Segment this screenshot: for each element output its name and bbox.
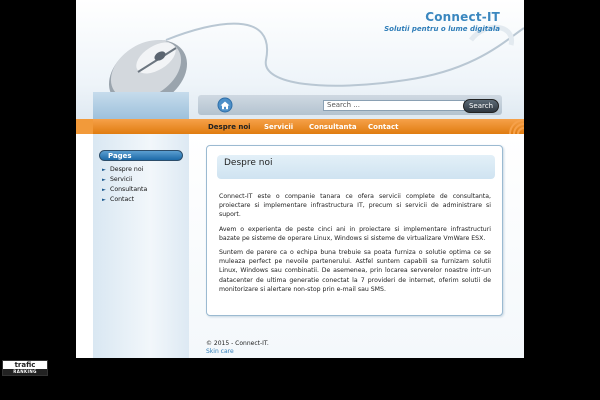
bullet-icon: ►: [102, 177, 106, 183]
search-input[interactable]: Search ...: [323, 100, 465, 111]
badge-sub: RANKING: [3, 369, 47, 375]
brand-title[interactable]: Connect-IT: [425, 10, 500, 24]
paragraph: Suntem de parere ca o echipa buna trebuie sa poata furniza o solutie optima ce se muleaza perfect pe nevoile partenerului. Astfel suntem capabili sa furnizam solutii Linux, Windows sau combinatii. De asemenea, prin locarea serverelor noastre intr-un datacenter de ultima generatie conectat la 7 provideri de internet, oferim solutii de monitorizare si alertare non-stop prin e-mail sau SMS.: [219, 249, 491, 293]
brand: [384, 10, 500, 33]
main-nav: [76, 119, 524, 134]
sidebar-item-label: Despre noi: [110, 166, 144, 173]
bullet-icon: ►: [102, 167, 106, 173]
page-title: Despre noi: [224, 158, 273, 168]
content-body: [219, 192, 491, 299]
bullet-icon: ►: [102, 187, 106, 193]
nav-corner-arc-icon: [508, 118, 524, 134]
paragraph: Connect-IT este o companie tanara ce ofera servicii complete de consultanta, proiectare si implementare infrastructura IT, precum si servicii de administrare si suport.: [219, 193, 491, 219]
skin-link[interactable]: Skin care: [206, 348, 234, 355]
sidebar-links: [102, 165, 147, 205]
sidebar-top-gradient: [93, 92, 189, 120]
sidebar-item-label: Servicii: [110, 176, 133, 183]
paragraph: Avem o experienta de peste cinci ani in proiectare si implementare infrastructuri bazate pe sisteme de operare Linux, Windows si sisteme de virtualizare VmWare ESX.: [219, 225, 491, 242]
footer: [206, 340, 269, 356]
sidebar-item-label: Consultanta: [110, 186, 148, 193]
nav-item-consultanta[interactable]: Consultanta: [309, 123, 357, 131]
footer-copyright: © 2015 - Connect-IT.: [206, 340, 269, 347]
home-icon[interactable]: [217, 97, 233, 113]
site-container: [76, 0, 524, 358]
brand-tagline: Solutii pentru o lume digitala: [384, 25, 500, 33]
nav-left-strip: [76, 119, 93, 134]
sidebar-item-servicii[interactable]: [102, 175, 147, 185]
badge-word: trafic: [14, 361, 36, 369]
sidebar-item-label: Contact: [110, 196, 135, 203]
bullet-icon: ►: [102, 197, 106, 203]
nav-item-despre-noi[interactable]: Despre noi: [208, 123, 251, 131]
nav-item-contact[interactable]: Contact: [368, 123, 399, 131]
sidebar-item-despre-noi[interactable]: [102, 165, 147, 175]
trafic-ranking-badge[interactable]: [2, 360, 48, 376]
sidebar-item-consultanta[interactable]: [102, 185, 147, 195]
nav-item-servicii[interactable]: Servicii: [264, 123, 294, 131]
search-button[interactable]: Search: [463, 99, 499, 113]
sidebar-item-contact[interactable]: [102, 195, 147, 205]
sidebar-heading: Pages: [99, 150, 183, 161]
